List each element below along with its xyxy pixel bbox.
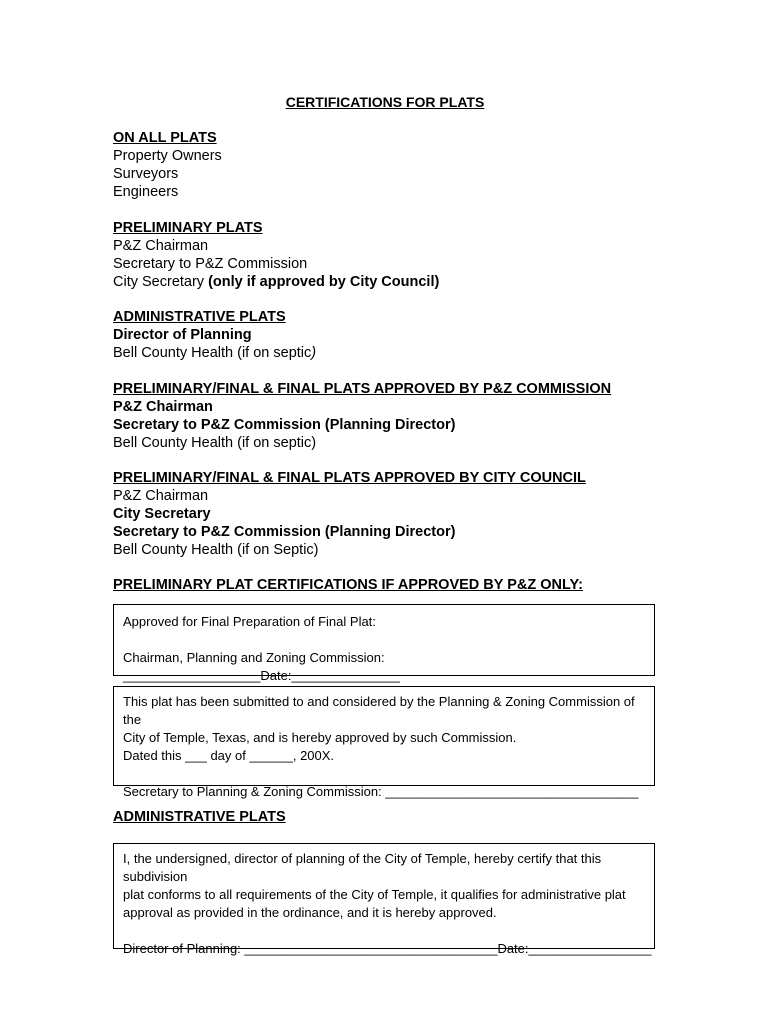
certification-box-director	[113, 843, 655, 956]
box-text: This plat has been submitted to and considered by the Planning & Zoning Commission of the	[123, 694, 635, 727]
section-preliminary-plats	[113, 219, 439, 291]
certification-box-commission	[113, 686, 655, 799]
box-text: I, the undersigned, director of planning of the City of Temple, hereby certify that this subdivision	[123, 851, 602, 884]
box-text: approval as provided in the ordinance, and it is hereby approved.	[123, 905, 497, 920]
list-item: P&Z Chairman	[113, 238, 209, 254]
section-council-approved	[113, 469, 586, 559]
health-label: Bell County Health (if on septic	[113, 345, 312, 361]
list-item-health	[113, 344, 316, 362]
box-text: plat conforms to all requirements of the City of Temple, it qualifies for administrative plat	[123, 887, 626, 902]
list-item: Surveyors	[113, 166, 179, 182]
list-item: Bell County Health (if on Septic)	[113, 542, 319, 558]
section-heading: ADMINISTRATIVE PLATS	[113, 809, 286, 825]
list-item: Secretary to P&Z Commission (Planning Director)	[113, 524, 456, 540]
section-heading: PRELIMINARY PLATS	[113, 220, 263, 236]
section-all-plats	[113, 129, 222, 201]
signature-line: Director of Planning: ___________________________________Date:_________________	[123, 941, 652, 956]
box-text: Approved for Final Preparation of Final Plat:	[123, 614, 376, 629]
section-prelim-cert	[113, 576, 583, 594]
list-item: Secretary to P&Z Commission	[113, 256, 308, 272]
section-heading: ADMINISTRATIVE PLATS	[113, 309, 286, 325]
section-heading: PRELIMINARY/FINAL & FINAL PLATS APPROVED BY P&Z COMMISSION	[113, 381, 612, 397]
list-item-city-secretary	[113, 273, 439, 291]
list-item: Secretary to P&Z Commission (Planning Director)	[113, 417, 456, 433]
list-item: Property Owners	[113, 148, 222, 164]
section-heading: PRELIMINARY PLAT CERTIFICATIONS IF APPROVED BY P&Z ONLY:	[113, 577, 583, 593]
health-paren: )	[311, 345, 317, 361]
section-pz-approved	[113, 380, 611, 452]
section-heading: ON ALL PLATS	[113, 130, 217, 146]
list-item: Director of Planning	[113, 327, 252, 343]
signature-line: Secretary to Planning & Zoning Commission: ___________________________________	[123, 784, 639, 799]
list-item: City Secretary	[113, 506, 211, 522]
list-item: Engineers	[113, 184, 179, 200]
section-admin-cert	[113, 808, 286, 826]
signature-line: Chairman, Planning and Zoning Commission: ___________________Date:_______________	[123, 650, 400, 683]
section-heading: PRELIMINARY/FINAL & FINAL PLATS APPROVED BY CITY COUNCIL	[113, 470, 586, 486]
city-secretary-note: (only if approved by City Council)	[208, 274, 440, 290]
section-administrative-plats	[113, 308, 316, 362]
dated-line: Dated this ___ day of ______, 200X.	[123, 748, 335, 763]
box-text: City of Temple, Texas, and is hereby approved by such Commission.	[123, 730, 517, 745]
page-title: CERTIFICATIONS FOR PLATS	[285, 94, 485, 110]
certification-box-final-preparation	[113, 604, 655, 683]
list-item: P&Z Chairman	[113, 399, 213, 415]
city-secretary-label: City Secretary	[113, 274, 209, 290]
list-item: Bell County Health (if on septic)	[113, 435, 317, 451]
list-item: P&Z Chairman	[113, 488, 209, 504]
